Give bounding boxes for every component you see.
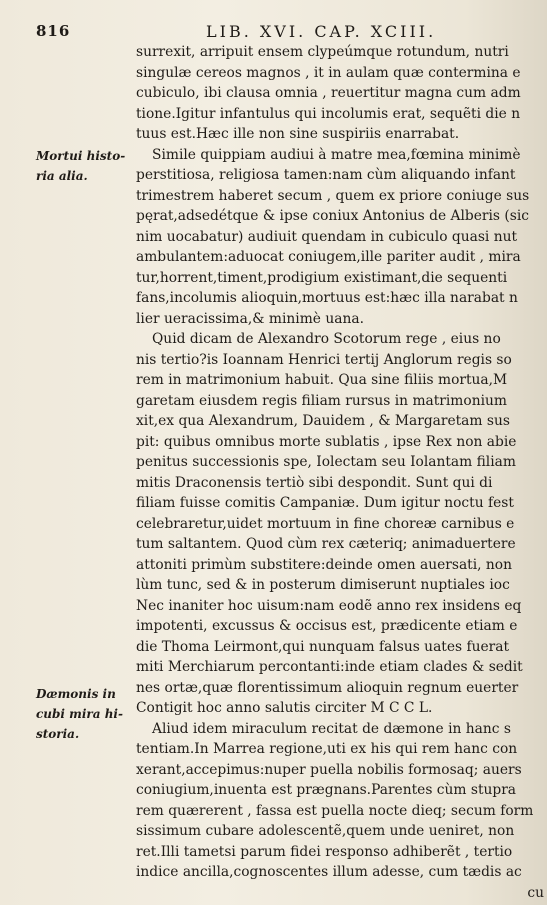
margin-note-line: ria alia. xyxy=(36,169,88,183)
text-line: ambulantem:aduocat coniugem,ille pariter audit , mira xyxy=(136,249,521,265)
text-line: Contigit hoc anno salutis circiter M C C L. xyxy=(136,700,433,716)
text-line: perstitiosa, religiosa tamen:nam cùm aliquando infant xyxy=(136,167,516,183)
text-line: penitus successionis spe, Iolectam seu Iolantam filiam xyxy=(136,454,516,470)
text-line: rem in matrimonium habuit. Qua sine filiis mortua,M xyxy=(136,372,508,388)
text-line: nes ortæ,quæ florentissimum alioquin regnum euerter xyxy=(136,679,519,696)
text-line: rem quærerent , fassa est puella nocte dieq; secum form xyxy=(136,802,534,819)
text-line: attoniti primùm substitere:deinde omen auersati, non xyxy=(136,556,512,573)
text-line: surrexit, arripuit ensem clypeúmque rotundum, nutri xyxy=(136,44,509,60)
text-line: pit: quibus omnibus morte sublatis , ipse Rex non abie xyxy=(136,433,517,450)
text-line: tentiam.In Marrea regione,uti ex his qui rem hanc con xyxy=(136,741,518,757)
text-line: Nec inaniter hoc uisum:nam eodẽ anno rex insidens eq xyxy=(136,597,522,614)
text-line: lier ueracissima,& minimè uana. xyxy=(136,310,364,327)
text-line: tum saltantem. Quod cùm rex cæteriq; animaduertere xyxy=(136,536,516,552)
text-line: sissimum cubare adolescentẽ,quem unde ueniret, non xyxy=(136,823,515,839)
text-line: Quid dicam de Alexandro Scotorum rege , eius no xyxy=(152,331,501,347)
text-line: nis tertio?is Ioannam Henrici tertij Anglorum regis so xyxy=(136,351,512,368)
text-line: tione.Igitur infantulus qui incolumis erat, sequẽti die n xyxy=(136,105,521,122)
page-number: 816 xyxy=(36,22,71,40)
text-line: indice ancilla,cognoscentes illum adesse, cum tædis ac xyxy=(136,864,522,880)
margin-note-line: cubi mira hi- xyxy=(36,707,123,721)
text-line: tuus est.Hæc ille non sine suspiriis enarrabat. xyxy=(136,126,460,142)
text-line: garetam eiusdem regis filiam rursus in matrimonium xyxy=(136,392,507,409)
text-line: filiam fuisse comitis Campaniæ. Dum igitur noctu fest xyxy=(136,495,514,511)
text-line: Simile quippiam audiui à matre mea,fœmina minimè xyxy=(152,146,521,163)
text-line: ret.Illi tametsi parum fidei responso adhiberẽt , tertio xyxy=(136,843,513,860)
text-line: xit,ex qua Alexandrum, Dauidem , & Margaretam sus xyxy=(136,413,510,429)
running-head: LIB. XVI. CAP. XCIII. xyxy=(206,22,437,41)
text-line: lùm tunc, sed & in posterum dimiserunt nuptiales ioc xyxy=(136,577,510,593)
text-line: mitis Draconensis tertiò sibi despondit. Sunt qui di xyxy=(136,474,493,491)
text-line: xerant,accepimus:nuper puella nobilis formosaq; auers xyxy=(136,761,522,778)
text-line: Aliud idem miraculum recitat de dæmone in hanc s xyxy=(152,720,511,737)
text-line: die Thoma Leirmont,qui nunquam falsus uates fuerat xyxy=(136,638,509,655)
text-line: miti Merchiarum percontanti:inde etiam clades & sedit xyxy=(136,659,523,675)
text-line: celebraretur,uidet mortuum in fine choreæ carnibus e xyxy=(136,515,515,532)
text-line: trimestrem haberet secum , quem ex priore coniuge sus xyxy=(136,187,530,204)
text-line: nim uocabatur) audiuit quendam in cubiculo quasi nut xyxy=(136,228,518,245)
text-line: tur,horrent,timent,prodigium existimant,die sequenti xyxy=(136,269,508,286)
margin-note-mortui xyxy=(36,146,125,186)
body-text xyxy=(136,42,547,903)
text-line: fans,incolumis alioquin,mortuus est:hæc illa narabat n xyxy=(136,290,518,306)
text-line: impotenti, excussus & occisus est, prædicente etiam e xyxy=(136,618,518,634)
catchword: cu xyxy=(527,884,544,901)
margin-note-line: Mortui histo- xyxy=(36,149,126,163)
margin-note-daemonis xyxy=(36,684,123,744)
text-line: cubiculo, ibi clausa omnia , reuertitur magna cum adm xyxy=(136,85,521,101)
text-line: pęrat,adsedétque & ipse coniux Antonius de Alberis (sic xyxy=(136,208,529,224)
margin-note-line: storia. xyxy=(36,727,80,741)
margin-note-line: Dæmonis in xyxy=(36,687,116,701)
text-line: singulæ cereos magnos , it in aulam quæ contermina e xyxy=(136,64,521,81)
page-header xyxy=(36,22,547,44)
text-line: coniugium,inuenta est prægnans.Parentes cùm stupra xyxy=(136,782,517,798)
